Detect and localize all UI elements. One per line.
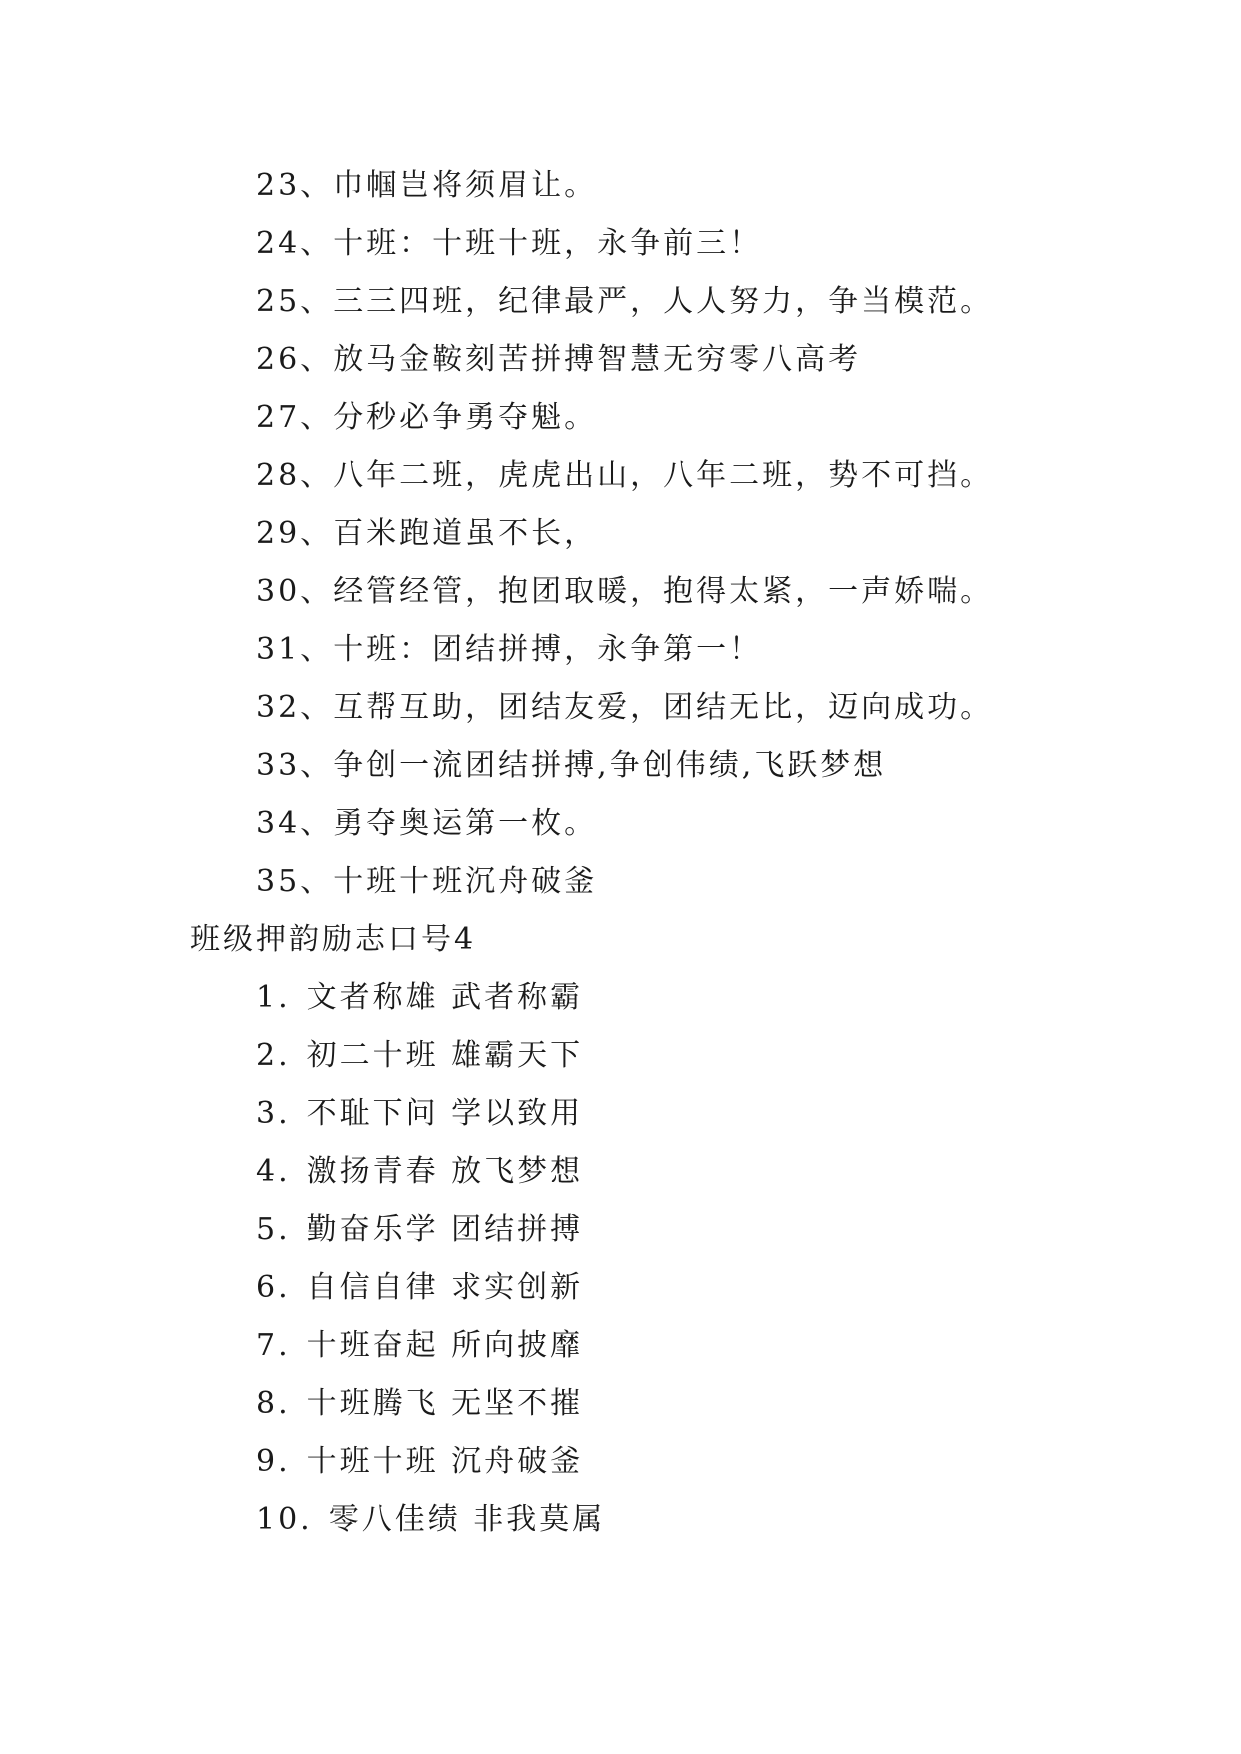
item-number: 8.: [256, 1386, 291, 1421]
item-number: 31、: [256, 632, 334, 667]
slogan-item: [256, 456, 993, 496]
slogan-item: [256, 1384, 583, 1424]
slogan-item: [256, 514, 597, 554]
slogan-item: [256, 746, 886, 786]
slogan-item: [256, 1268, 583, 1308]
slogan-item: [256, 224, 762, 264]
slogan-item: [256, 1152, 583, 1192]
item-number: 25、: [256, 284, 334, 319]
item-number: 3.: [256, 1096, 291, 1131]
item-text: 勤奋乐学 团结拼搏: [306, 1212, 584, 1247]
item-text: 激扬青春 放飞梦想: [306, 1154, 584, 1189]
slogan-item: [256, 1036, 583, 1076]
item-text: 八年二班，虎虎出山，八年二班，势不可挡。: [333, 458, 994, 493]
item-text: 百米跑道虽不长，: [333, 516, 598, 551]
slogan-item: [256, 1442, 583, 1482]
item-number: 35、: [256, 864, 334, 899]
item-text: 巾帼岂将须眉让。: [333, 168, 598, 203]
item-text: 自信自律 求实创新: [306, 1270, 584, 1305]
item-text: 文者称雄 武者称霸: [306, 980, 584, 1015]
item-text: 十班十班沉舟破釜: [333, 864, 598, 899]
slogan-item: [256, 572, 993, 612]
item-number: 23、: [256, 168, 334, 203]
item-number: 1.: [256, 980, 291, 1015]
item-number: 26、: [256, 342, 334, 377]
item-text: 勇夺奥运第一枚。: [333, 806, 598, 841]
slogan-item: [256, 862, 597, 902]
slogan-item: [256, 1500, 605, 1540]
slogan-item: [256, 1210, 583, 1250]
section-heading: 班级押韵励志口号4: [190, 922, 477, 957]
item-number: 32、: [256, 690, 334, 725]
item-text: 零八佳绩 非我莫属: [328, 1502, 606, 1537]
slogan-item: [256, 978, 583, 1018]
item-text: 放马金鞍刻苦拼搏智慧无穷零八高考: [333, 342, 862, 377]
item-text: 初二十班 雄霸天下: [306, 1038, 584, 1073]
item-number: 4.: [256, 1154, 291, 1189]
item-text: 经管经管，抱团取暖，抱得太紧，一声娇喘。: [333, 574, 994, 609]
item-text: 十班奋起 所向披靡: [306, 1328, 584, 1363]
item-number: 5.: [256, 1212, 291, 1247]
item-number: 9.: [256, 1444, 291, 1479]
slogan-item: [256, 688, 993, 728]
item-number: 24、: [256, 226, 334, 261]
slogan-item: [256, 804, 597, 844]
item-number: 2.: [256, 1038, 291, 1073]
item-number: 10.: [256, 1502, 313, 1537]
item-text: 分秒必争勇夺魁。: [333, 400, 598, 435]
slogan-item: [256, 630, 762, 670]
item-text: 十班腾飞 无坚不摧: [306, 1386, 584, 1421]
item-number: 33、: [256, 748, 334, 783]
item-text: 十班：团结拼搏，永争第一！: [333, 632, 763, 667]
item-number: 27、: [256, 400, 334, 435]
item-text: 三三四班，纪律最严，人人努力，争当模范。: [333, 284, 994, 319]
item-text: 争创一流团结拼搏,争创伟绩,飞跃梦想: [333, 748, 887, 783]
slogan-item: [256, 340, 861, 380]
slogan-item: [256, 1094, 583, 1134]
item-text: 十班：十班十班，永争前三！: [333, 226, 763, 261]
item-number: 29、: [256, 516, 334, 551]
item-number: 6.: [256, 1270, 291, 1305]
item-text: 不耻下问 学以致用: [306, 1096, 584, 1131]
item-number: 28、: [256, 458, 334, 493]
slogan-item: [256, 1326, 583, 1366]
item-number: 30、: [256, 574, 334, 609]
slogan-item: [256, 282, 993, 322]
slogan-item: [256, 166, 597, 206]
item-number: 7.: [256, 1328, 291, 1363]
slogan-item: [256, 398, 597, 438]
item-number: 34、: [256, 806, 334, 841]
item-text: 十班十班 沉舟破釜: [306, 1444, 584, 1479]
item-text: 互帮互助，团结友爱，团结无比，迈向成功。: [333, 690, 994, 725]
